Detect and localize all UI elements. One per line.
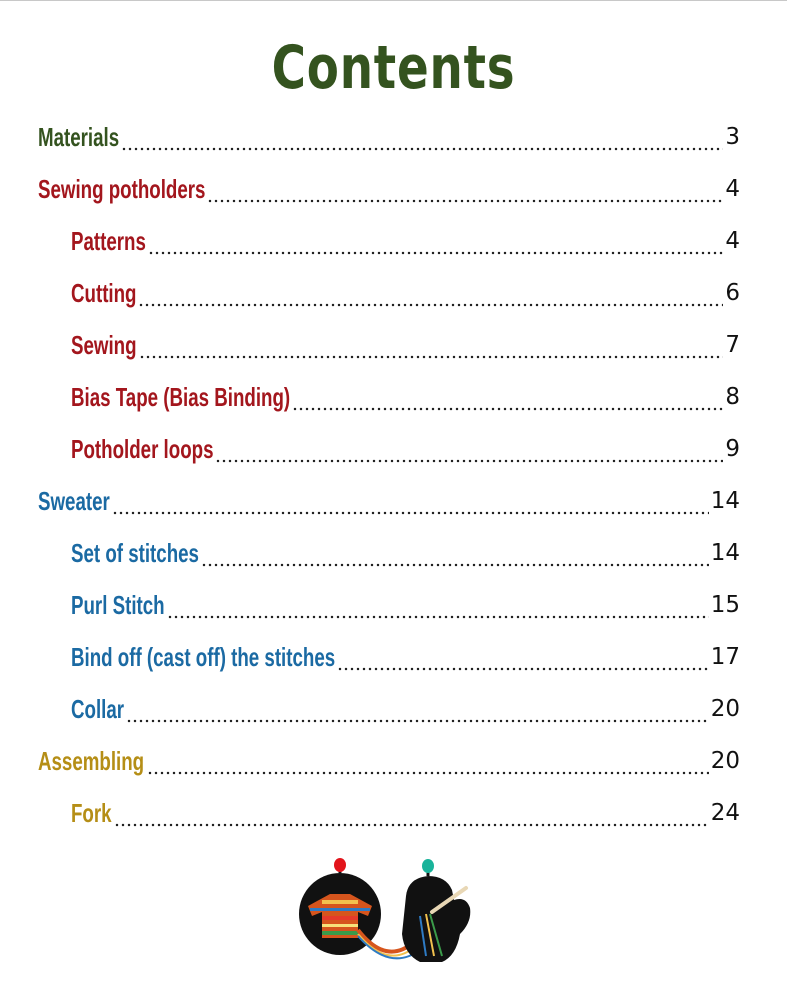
toc-entry[interactable] [71, 222, 740, 256]
toc-entry[interactable] [38, 170, 740, 204]
toc-entry-page: 15 [710, 592, 740, 618]
toc-entry-page: 20 [710, 748, 740, 774]
toc-entry[interactable] [38, 482, 740, 516]
toc-entry[interactable] [71, 326, 740, 360]
toc-entry-page: 14 [710, 540, 740, 566]
toc-entry[interactable] [38, 118, 740, 152]
toc-entry-page: 4 [725, 176, 740, 202]
leader-dots [292, 382, 723, 412]
toc-entry[interactable] [71, 378, 740, 412]
leader-dots [148, 226, 723, 256]
toc-entry-page: 20 [710, 696, 740, 722]
toc-entry[interactable] [71, 690, 740, 724]
toc-entry-label: Sewing potholders [38, 174, 206, 204]
leader-dots [207, 174, 723, 204]
leader-dots [114, 798, 709, 828]
toc-entry-label: Sewing [71, 330, 137, 360]
toc-entry-page: 4 [725, 228, 740, 254]
toc-entry-label: Materials [38, 122, 120, 152]
toc-entry-label: Collar [71, 694, 125, 724]
toc-entry-label: Assembling [38, 746, 145, 776]
toc-entry[interactable] [71, 586, 740, 620]
toc-entry-label: Cutting [71, 278, 137, 308]
toc-entry-page: 24 [710, 800, 740, 826]
teal-pompom [422, 859, 434, 873]
leader-dots [112, 486, 709, 516]
toc-entry[interactable] [71, 794, 740, 828]
toc-entry[interactable] [38, 742, 740, 776]
toc-entry[interactable] [71, 430, 740, 464]
toc-entry-label: Patterns [71, 226, 146, 256]
toc-entry[interactable] [71, 638, 740, 672]
leader-dots [337, 642, 709, 672]
toc-entry-label: Potholder loops [71, 434, 214, 464]
toc-entry-label: Bias Tape (Bias Binding) [71, 382, 291, 412]
toc-entry-label: Bind off (cast off) the stitches [71, 642, 336, 672]
mitten-potholder-shape [402, 876, 470, 962]
toc-entry-page: 7 [725, 332, 740, 358]
leader-dots [126, 694, 709, 724]
toc-entry[interactable] [71, 534, 740, 568]
leader-dots [215, 434, 723, 464]
leader-dots [147, 746, 709, 776]
toc-entry-label: Fork [71, 798, 112, 828]
potholder-mittens-illustration [296, 856, 480, 974]
leader-dots [167, 590, 709, 620]
red-pompom [334, 858, 346, 872]
page-title: Contents [271, 33, 516, 103]
toc-entry-page: 9 [725, 436, 740, 462]
toc-entry-label: Sweater [38, 486, 110, 516]
toc-entry[interactable] [71, 274, 740, 308]
toc-entry-page: 3 [725, 124, 740, 150]
toc-entry-label: Purl Stitch [71, 590, 165, 620]
toc-entry-page: 17 [710, 644, 740, 670]
toc-entry-label: Set of stitches [71, 538, 199, 568]
toc-entry-page: 8 [725, 384, 740, 410]
leader-dots [121, 122, 723, 152]
leader-dots [139, 330, 724, 360]
toc-entry-page: 6 [725, 280, 740, 306]
toc-entry-page: 14 [710, 488, 740, 514]
leader-dots [138, 278, 723, 308]
leader-dots [201, 538, 709, 568]
top-border [0, 0, 787, 1]
